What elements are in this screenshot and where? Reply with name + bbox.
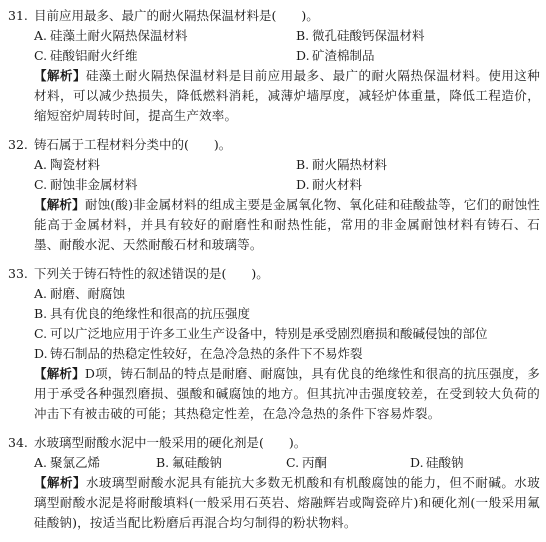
option-c: C. 可以广泛地应用于许多工业生产设备中，特别是承受剧烈磨损和酸碱侵蚀的部位 (34, 326, 488, 341)
explanation-text: 水玻璃型耐酸水泥具有能抗大多数无机酸和有机酸腐蚀的能力，但不耐碱。水玻璃型耐酸水泥是将耐酸填料(一般采用石英岩、熔融辉岩或陶瓷碎片)和硬化剂(一般采用氟硅酸钠)，按适当配比粉磨后再混合均匀制得的粉状物料。 (34, 475, 540, 530)
option-a: A. 陶瓷材料 (34, 157, 101, 172)
options (34, 26, 540, 66)
option-d: D. 耐火材料 (296, 177, 363, 192)
option-text: 耐火材料 (312, 177, 363, 192)
question-34 (8, 433, 540, 533)
question-number: 31. (8, 8, 28, 23)
option-c: C. 丙酮 (286, 455, 328, 470)
question-33 (8, 264, 540, 424)
option-text: 耐蚀非金属材料 (50, 177, 138, 192)
question-stem (8, 135, 540, 155)
option-b: B. 具有优良的绝缘性和很高的抗压强度 (34, 306, 251, 321)
option-b: B. 微孔硅酸钙保温材料 (296, 28, 425, 43)
question-number: 32. (8, 137, 28, 152)
explanation (34, 364, 540, 424)
option-text: 铸石制品的热稳定性较好，在急冷急热的条件下不易炸裂 (50, 346, 363, 361)
question-stem (8, 6, 540, 26)
explanation-tag: 【解析】 (34, 197, 85, 212)
option-a: A. 硅藻土耐火隔热保温材料 (34, 28, 188, 43)
option-a: A. 聚氯乙烯 (34, 455, 101, 470)
option-b: B. 氟硅酸钠 (156, 455, 223, 470)
option-text: 微孔硅酸钙保温材料 (312, 28, 425, 43)
options (34, 284, 540, 364)
explanation (34, 195, 540, 255)
explanation-tag: 【解析】 (34, 366, 85, 381)
explanation-tag: 【解析】 (34, 475, 86, 490)
explanation-text: 耐蚀(酸)非金属材料的组成主要是金属氧化物、氧化硅和硅酸盐等，它们的耐蚀性能高于金属材料，并具有较好的耐磨性和耐热性能，常用的非金属耐蚀材料有铸石、石墨、耐酸水泥、天然耐酸石材和玻璃等。 (34, 197, 540, 252)
question-text: 目前应用最多、最广的耐火隔热保温材料是( )。 (34, 8, 319, 23)
option-c: C. 耐蚀非金属材料 (34, 177, 138, 192)
options (34, 155, 540, 195)
question-31 (8, 6, 540, 126)
option-d: D. 矿渣棉制品 (296, 48, 375, 63)
question-stem (8, 264, 540, 284)
explanation-text: D项，铸石制品的特点是耐磨、耐腐蚀，具有优良的绝缘性和很高的抗压强度，多用于承受各种强烈磨损、强酸和碱腐蚀的地方。但其抗冲击强度较差，在受到较大负荷的冲击下有被击破的可能；其热稳定性差，在急冷急热的条件下容易炸裂。 (34, 366, 540, 421)
option-text: 氟硅酸钠 (172, 455, 223, 470)
question-number: 33. (8, 266, 28, 281)
question-text: 铸石属于工程材料分类中的( )。 (34, 137, 232, 152)
explanation (34, 66, 540, 126)
explanation-text: 硅藻土耐火隔热保温材料是目前应用最多、最广的耐火隔热保温材料。使用这种材料，可以减少热损失，降低燃料消耗，减薄炉墙厚度，减轻炉体重量，降低工程造价，缩短窑炉周转时间，提高生产效率。 (34, 68, 540, 123)
question-text: 水玻璃型耐酸水泥中一般采用的硬化剂是( )。 (34, 435, 307, 450)
option-c: C. 硅酸铝耐火纤维 (34, 48, 138, 63)
option-text: 硅酸钠 (426, 455, 464, 470)
option-text: 可以广泛地应用于许多工业生产设备中，特别是承受剧烈磨损和酸碱侵蚀的部位 (50, 326, 488, 341)
option-text: 丙酮 (302, 455, 328, 470)
question-number: 34. (8, 435, 28, 450)
option-text: 硅酸铝耐火纤维 (50, 48, 138, 63)
option-text: 聚氯乙烯 (50, 455, 101, 470)
question-page (8, 6, 540, 542)
question-stem (8, 433, 540, 453)
question-text: 下列关于铸石特性的叙述错误的是( )。 (34, 266, 269, 281)
option-text: 具有优良的绝缘性和很高的抗压强度 (50, 306, 251, 321)
option-text: 耐火隔热材料 (312, 157, 388, 172)
option-text: 矿渣棉制品 (312, 48, 375, 63)
option-b: B. 耐火隔热材料 (296, 157, 388, 172)
explanation-tag: 【解析】 (34, 68, 86, 83)
option-text: 硅藻土耐火隔热保温材料 (50, 28, 188, 43)
option-d: D. 硅酸钠 (410, 455, 464, 470)
explanation (34, 473, 540, 533)
options (34, 453, 540, 473)
question-32 (8, 135, 540, 255)
option-d: D. 铸石制品的热稳定性较好，在急冷急热的条件下不易炸裂 (34, 346, 363, 361)
option-a: A. 耐磨、耐腐蚀 (34, 286, 126, 301)
option-text: 耐磨、耐腐蚀 (50, 286, 126, 301)
option-text: 陶瓷材料 (50, 157, 101, 172)
